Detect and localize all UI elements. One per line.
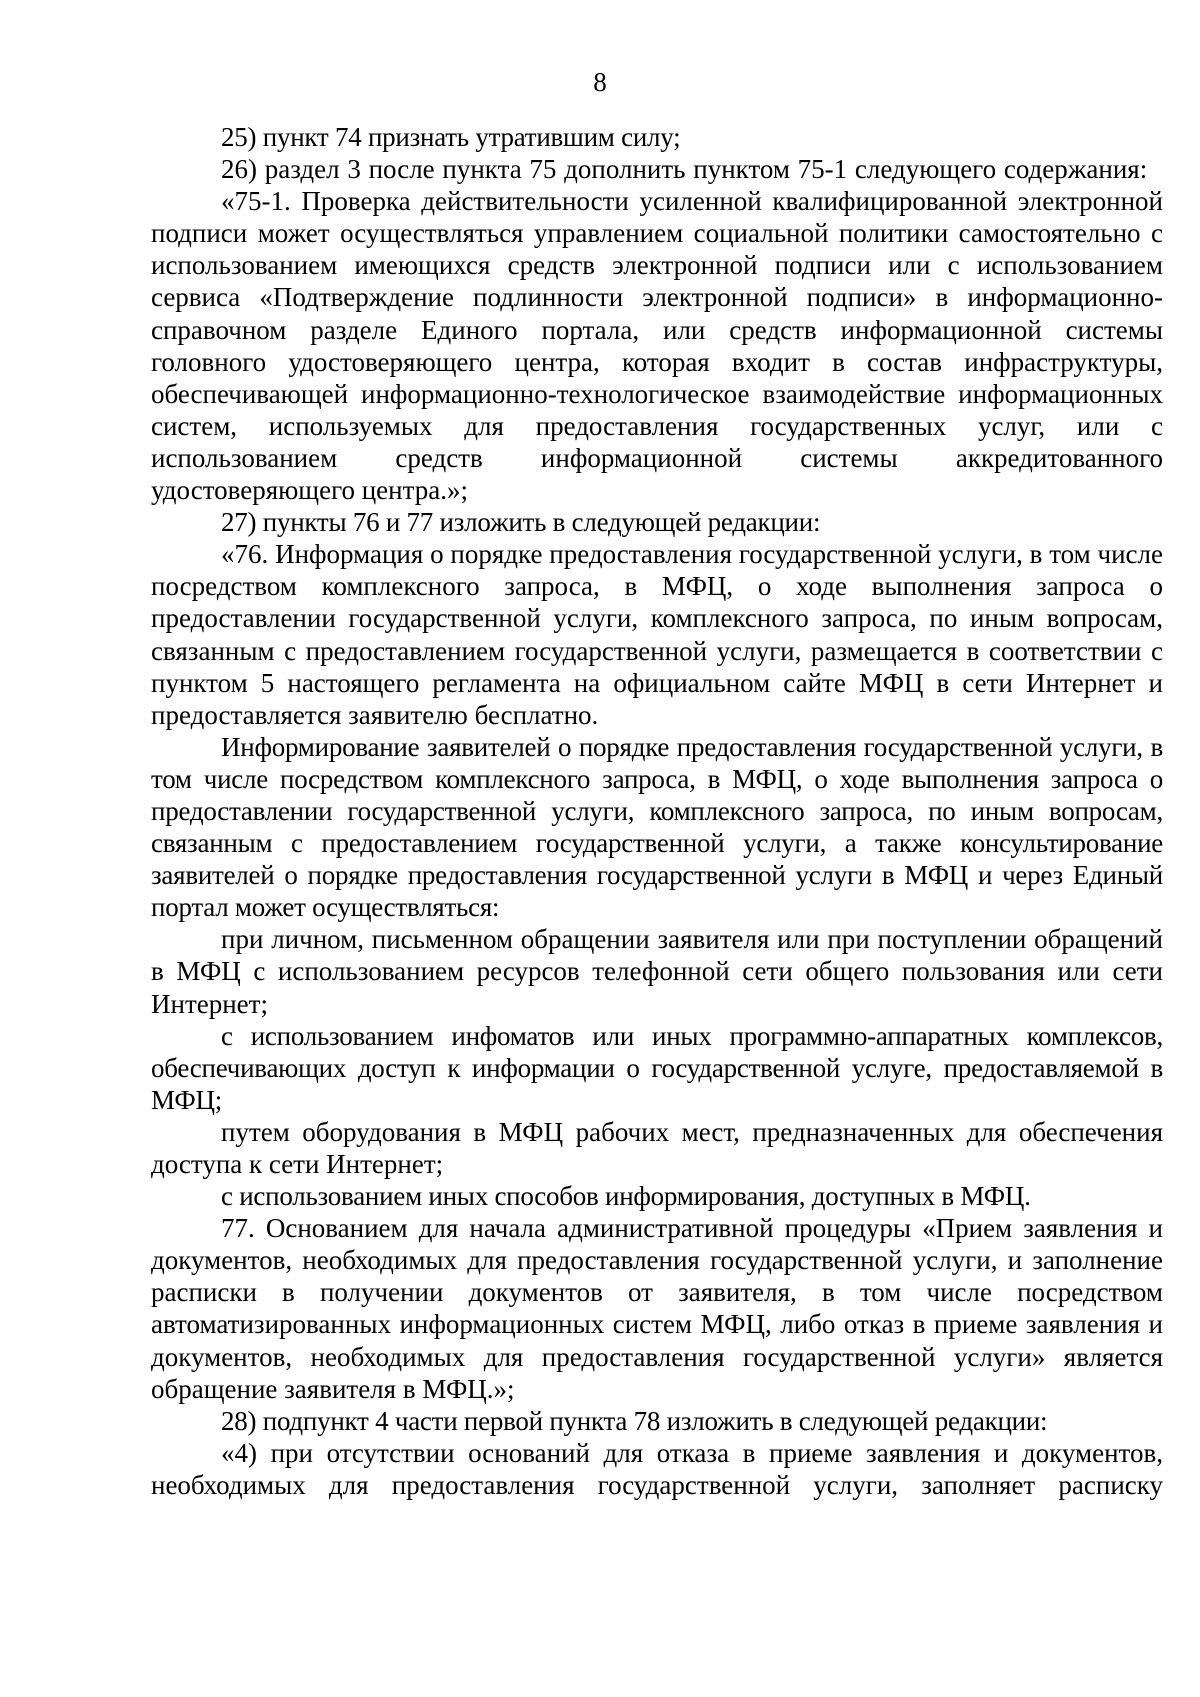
paragraph-personal-appeal: при личном, письменном обращении заявителя или при поступлении обращений в МФЦ с использованием ресурсов телефонной сети общего пользования или сети Интернет;: [151, 924, 1163, 1019]
page-number: 8: [593, 67, 607, 97]
paragraph-subitem-4: «4) при отсутствии оснований для отказа в приеме заявления и документов, необходимых для предоставления государственной услуги, заполняет расписку: [151, 1437, 1163, 1500]
paragraph-point-76: «76. Информация о порядке предоставления государственной услуги, в том числе посредством комплексного запроса, в МФЦ, о ходе выполнения запроса о предоставлении государственной услуги, комплексного запроса, по иным вопросам, связанным с предоставлением государственной услуги, размещается в соответствии с пунктом 5 настоящего регламента на официальном сайте МФЦ в сети Интернет и предоставляется заявителю бесплатно.: [151, 539, 1163, 730]
paragraph-item-26: 26) раздел 3 после пункта 75 дополнить пунктом 75-1 следующего содержания:: [221, 154, 1148, 185]
paragraph-item-28: 28) подпункт 4 части первой пункта 78 изложить в следующей редакции:: [221, 1405, 1048, 1436]
paragraph-workplaces: путем оборудования в МФЦ рабочих мест, предназначенных для обеспечения доступа к сети Интернет;: [151, 1116, 1163, 1179]
paragraph-point-75-1: «75-1. Проверка действительности усиленной квалифицированной электронной подписи может осуществляться управлением социальной политики самостоятельно с использованием имеющихся средств электронной подписи или с использованием сервиса «Подтверждение подлинности электронной подписи» в информационно-справочном разделе Единого портала, или средств информационной системы головного удостоверяющего центра, которая входит в состав инфраструктуры, обеспечивающей информационно-технологическое взаимодействие информационных систем, используемых для предоставления государственных услуг, или с использованием средств информационной системы аккредитованного удостоверяющего центра.»;: [151, 186, 1163, 506]
paragraph-item-27: 27) пункты 76 и 77 изложить в следующей редакции:: [221, 507, 821, 538]
paragraph-informing: Информирование заявителей о порядке предоставления государственной услуги, в том числе посредством комплексного запроса, в МФЦ, о ходе выполнения запроса о предоставлении государственной услуги, комплексного запроса, по иным вопросам, связанным с предоставлением государственной услуги, а также консультирование заявителей о порядке предоставления государственной услуги в МФЦ и через Единый портал может осуществляться:: [151, 731, 1163, 923]
paragraph-infomats: с использованием инфоматов или иных программно-аппаратных комплексов, обеспечивающих доступ к информации о государственной услуге, предоставляемой в МФЦ;: [151, 1020, 1163, 1115]
document-body: [151, 121, 1163, 1501]
paragraph-item-25: 25) пункт 74 признать утратившим силу;: [221, 122, 681, 152]
paragraph-point-77: 77. Основанием для начала административной процедуры «Прием заявления и документов, необходимых для предоставления государственной услуги, и заполнение расписки в получении документов от заявителя, в том числе посредством автоматизированных информационных систем МФЦ, либо отказ в приеме заявления и документов, необходимых для предоставления государственной услуги» является обращение заявителя в МФЦ.»;: [151, 1213, 1163, 1404]
paragraph-other-methods: с использованием иных способов информирования, доступных в МФЦ.: [221, 1181, 1031, 1212]
